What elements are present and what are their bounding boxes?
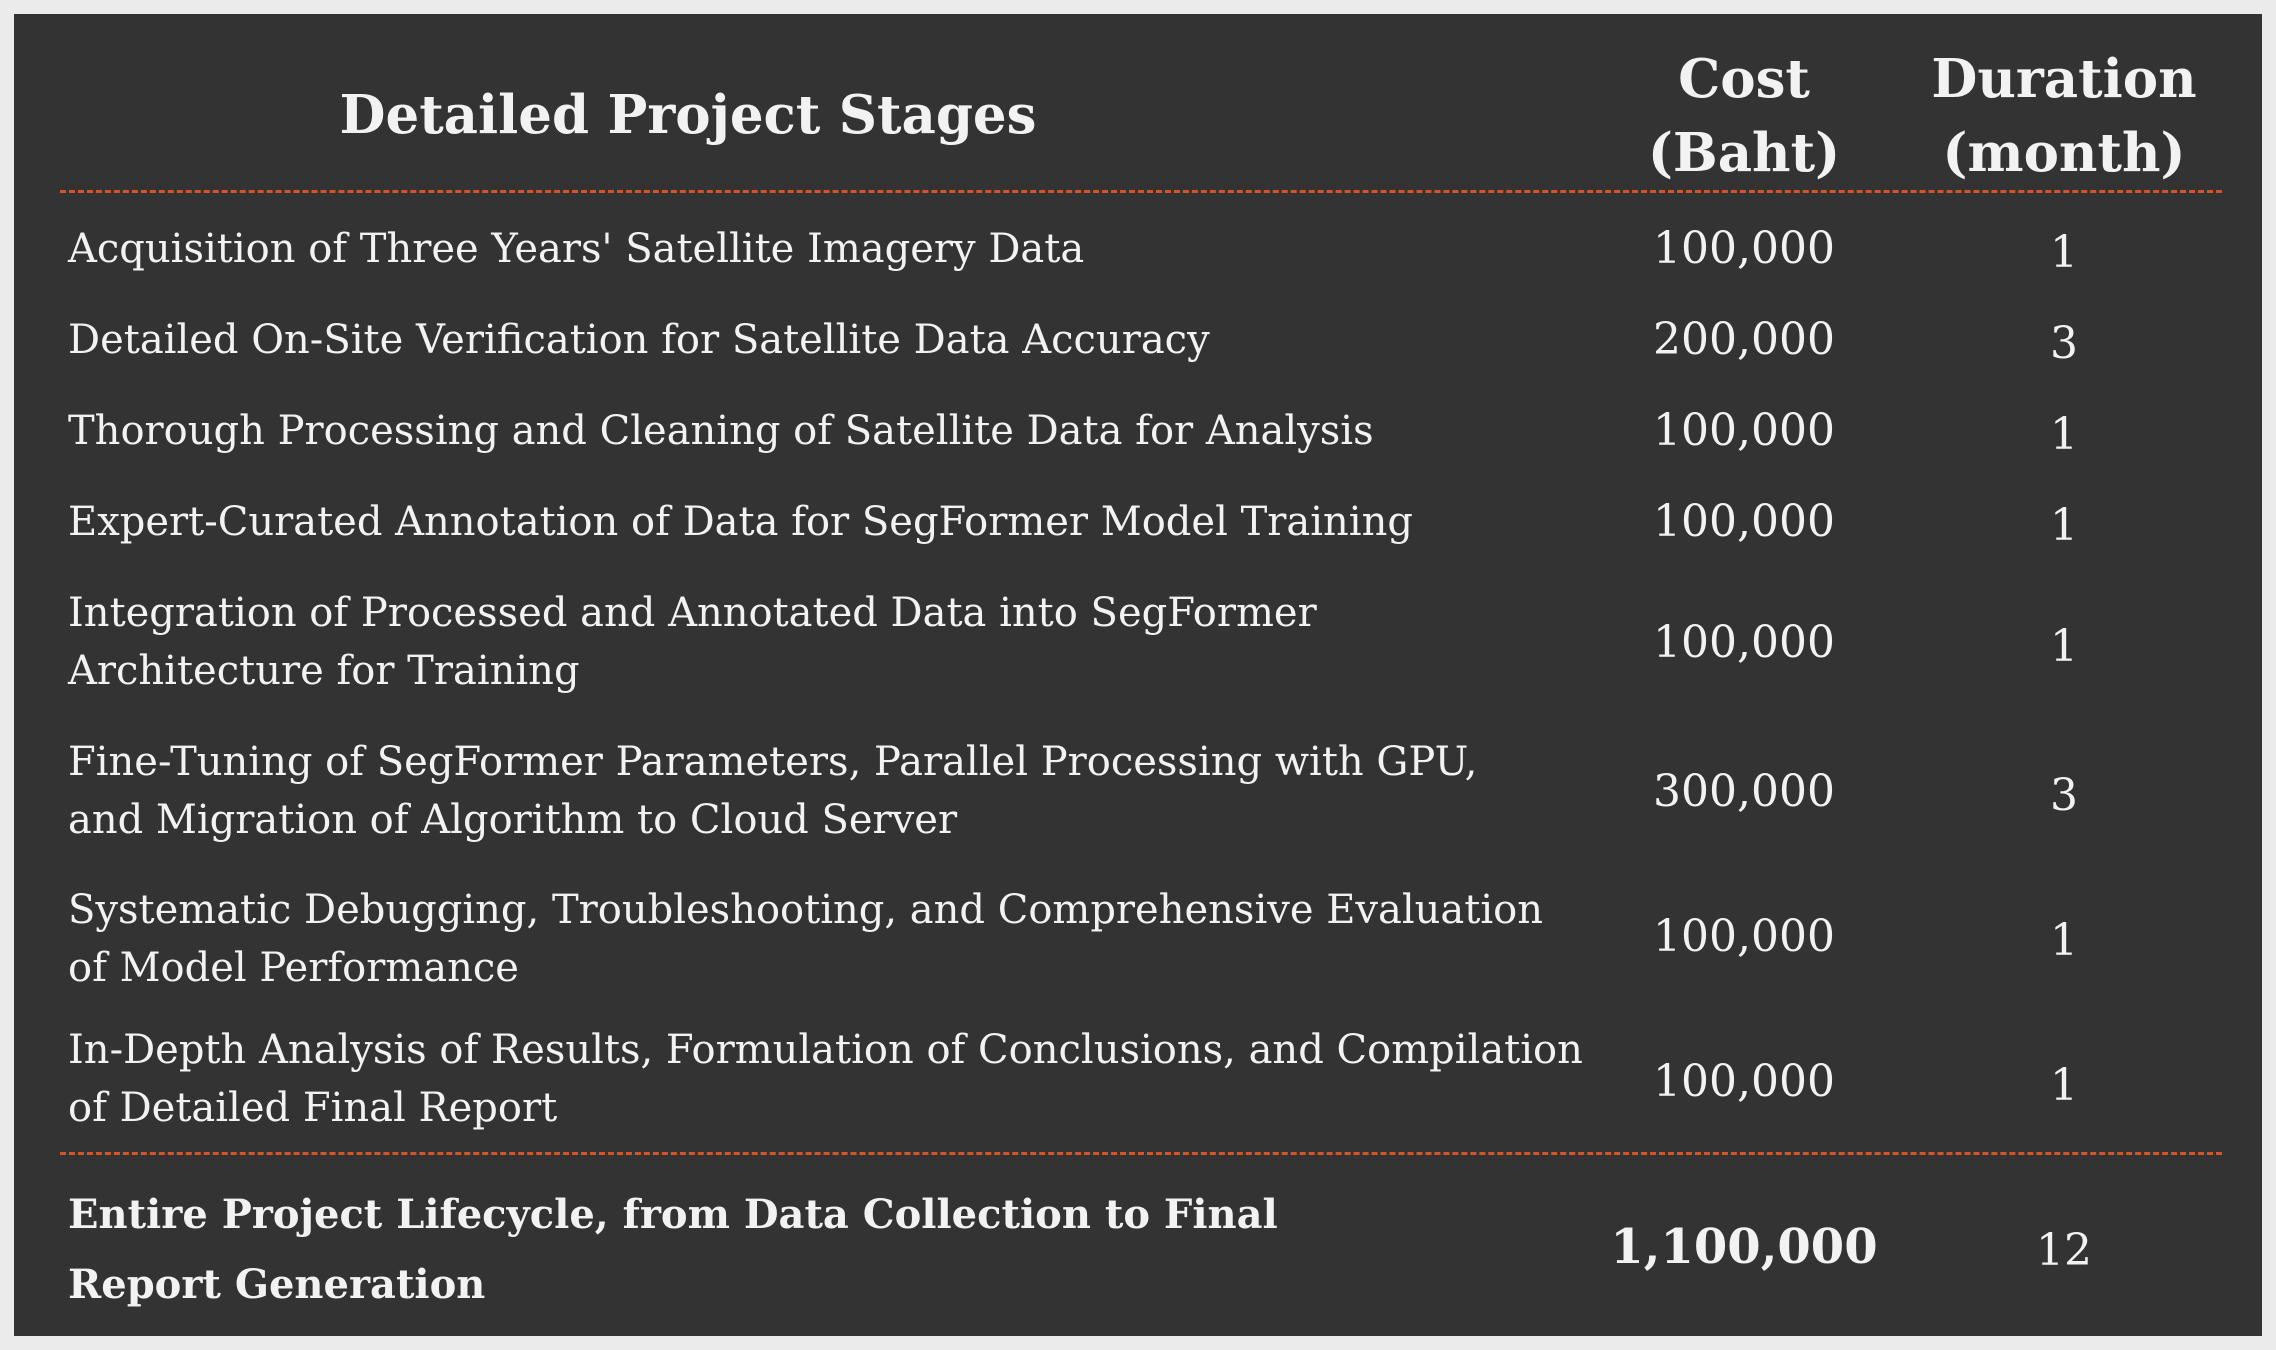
header-duration: Duration (month) bbox=[1931, 48, 2197, 184]
total-duration: 12 bbox=[2036, 1225, 2092, 1276]
row-1-stage: Acquisition of Three Years' Satellite Imagery Data bbox=[68, 226, 1085, 272]
total-stage: Entire Project Lifecycle, from Data Collection to Final Report Generation bbox=[68, 1191, 1278, 1308]
row-3-stage: Thorough Processing and Cleaning of Satellite Data for Analysis bbox=[68, 408, 1374, 454]
row-5-duration: 1 bbox=[2050, 621, 2078, 672]
row-7-stage: Systematic Debugging, Troubleshooting, and Comprehensive Evaluation of Model Performance bbox=[68, 887, 1543, 991]
row-2-duration: 3 bbox=[2050, 318, 2078, 369]
total-cost: 1,100,000 bbox=[1610, 1219, 1878, 1275]
project-stages-table bbox=[14, 14, 2262, 1336]
row-7-duration: 1 bbox=[2050, 915, 2078, 966]
row-8-stage: In-Depth Analysis of Results, Formulation of Conclusions, and Compilation of Detailed Final Report bbox=[68, 1027, 1583, 1131]
row-3-cost: 100,000 bbox=[1653, 405, 1835, 456]
row-4-stage: Expert-Curated Annotation of Data for SegFormer Model Training bbox=[68, 499, 1413, 545]
row-8-cost: 100,000 bbox=[1653, 1056, 1835, 1107]
row-2-stage: Detailed On-Site Verification for Satellite Data Accuracy bbox=[68, 317, 1210, 363]
row-4-duration: 1 bbox=[2050, 500, 2078, 551]
row-2-cost: 200,000 bbox=[1653, 314, 1835, 365]
row-7-cost: 100,000 bbox=[1653, 911, 1835, 962]
row-5-stage: Integration of Processed and Annotated Data into SegFormer Architecture for Training bbox=[68, 590, 1317, 694]
row-6-cost: 300,000 bbox=[1653, 766, 1835, 817]
row-4-cost: 100,000 bbox=[1653, 496, 1835, 547]
row-8-duration: 1 bbox=[2050, 1060, 2078, 1111]
header-stage: Detailed Project Stages bbox=[339, 84, 1037, 146]
header-cost: Cost (Baht) bbox=[1647, 48, 1841, 184]
row-5-cost: 100,000 bbox=[1653, 617, 1835, 668]
total-divider bbox=[60, 1152, 2222, 1155]
row-6-duration: 3 bbox=[2050, 770, 2078, 821]
row-1-duration: 1 bbox=[2050, 227, 2078, 278]
row-3-duration: 1 bbox=[2050, 409, 2078, 460]
header-divider bbox=[60, 190, 2222, 193]
row-1-cost: 100,000 bbox=[1653, 223, 1835, 274]
row-6-stage: Fine-Tuning of SegFormer Parameters, Parallel Processing with GPU, and Migration of Algorithm to Cloud Server bbox=[68, 739, 1478, 843]
